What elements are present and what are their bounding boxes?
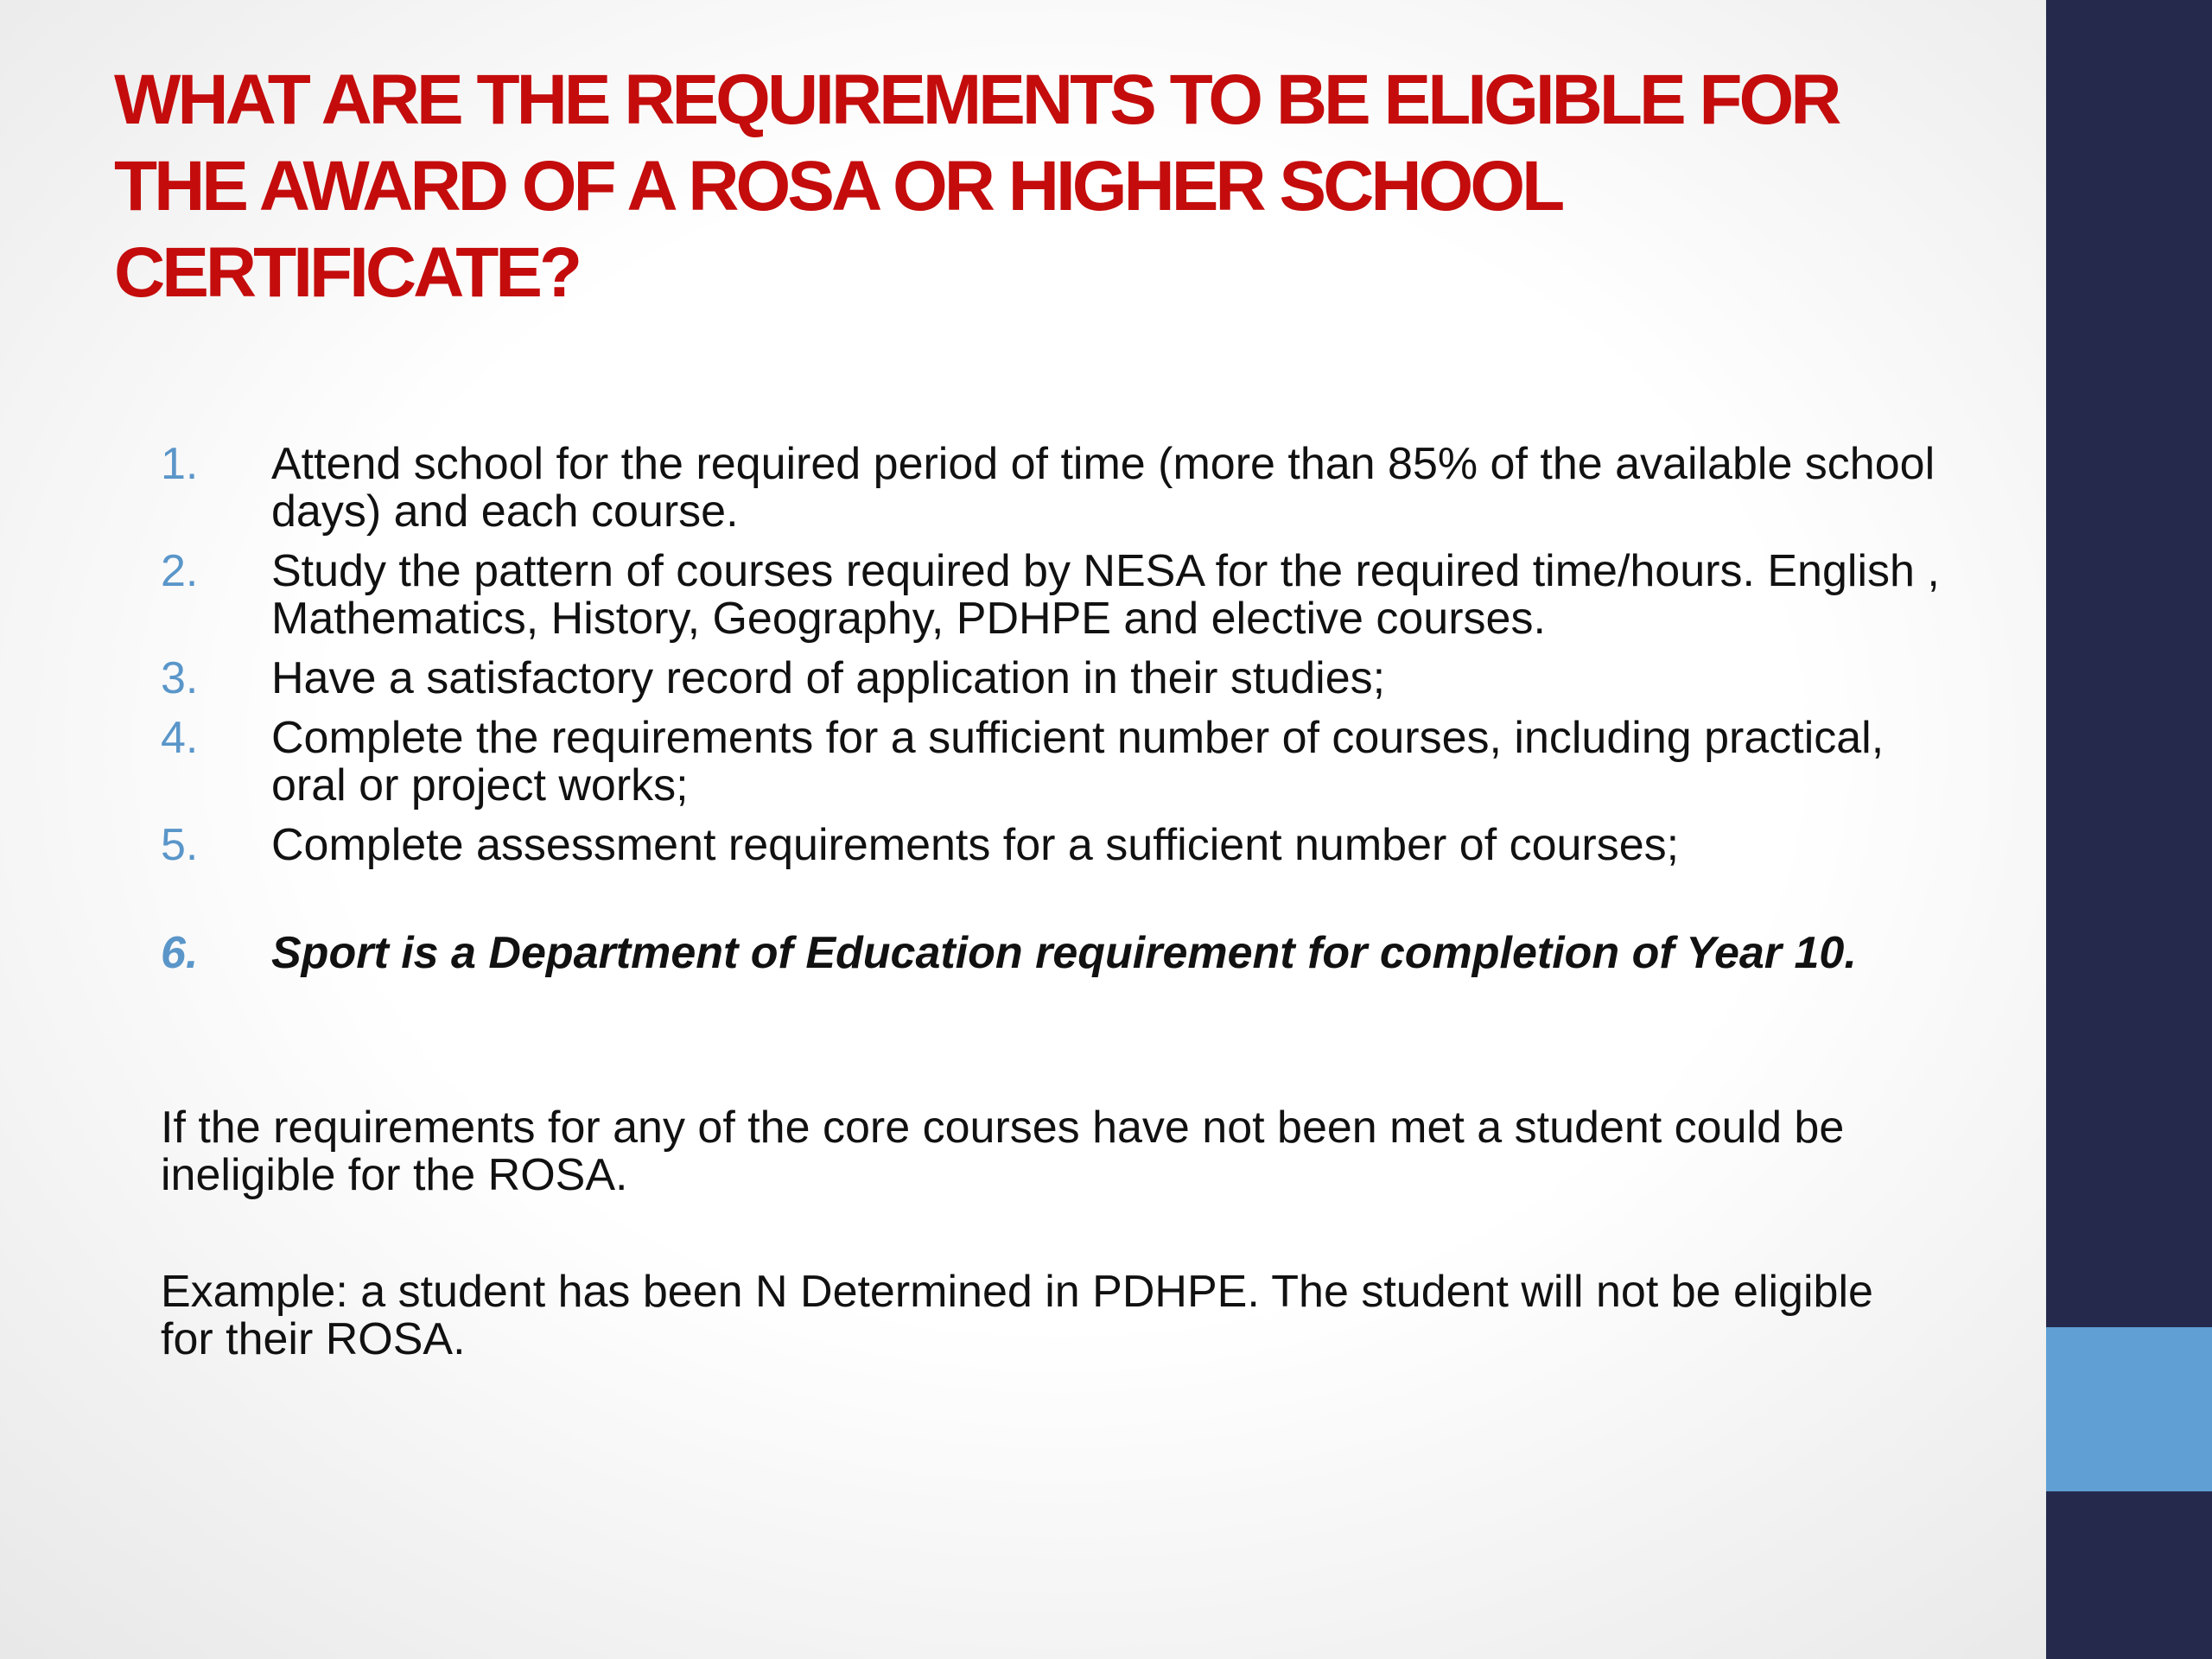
list-item-text: Study the pattern of courses required by NESA for the required time/hours. English , Mathematics, History, Geography, PDHPE and elective courses. xyxy=(271,546,1940,644)
list-number: 4. xyxy=(161,713,199,763)
list-number: 3. xyxy=(161,653,199,703)
list-item-text: Complete assessment requirements for a sufficient number of courses; xyxy=(271,820,1680,870)
list-number: 6. xyxy=(161,928,199,978)
example-note: Example: a student has been N Determined in PDHPE. The student will not be eligible for their ROSA. xyxy=(161,1267,1873,1364)
list-item xyxy=(161,715,1958,810)
list-item-text: Attend school for the required period of time (more than 85% of the available school days) and each course. xyxy=(271,439,1936,537)
list-item xyxy=(161,822,1958,869)
list-item xyxy=(161,655,1958,702)
list-item-text: Sport is a Department of Education requirement for completion of Year 10. xyxy=(271,928,1857,978)
list-item-text: Complete the requirements for a sufficient number of courses, including practical, oral or project works; xyxy=(271,713,1885,810)
requirements-list xyxy=(161,441,1958,989)
list-number: 5. xyxy=(161,820,199,870)
list-number: 2. xyxy=(161,546,199,596)
list-item-text: Have a satisfactory record of application in their studies; xyxy=(271,653,1386,703)
slide-title: WHAT ARE THE REQUIREMENTS TO BE ELIGIBLE FOR THE AWARD OF A ROSA OR HIGHER SCHOOL CERTIFICATE? xyxy=(114,60,1839,312)
sidebar-bar xyxy=(2046,0,2212,1659)
list-item xyxy=(161,548,1958,643)
sidebar-accent-block xyxy=(2046,1327,2212,1491)
ineligibility-note: If the requirements for any of the core courses have not been met a student could be ineligible for the ROSA. xyxy=(161,1103,1845,1200)
list-number: 1. xyxy=(161,439,199,489)
list-item xyxy=(161,441,1958,536)
list-item-emphasis xyxy=(161,930,1958,977)
